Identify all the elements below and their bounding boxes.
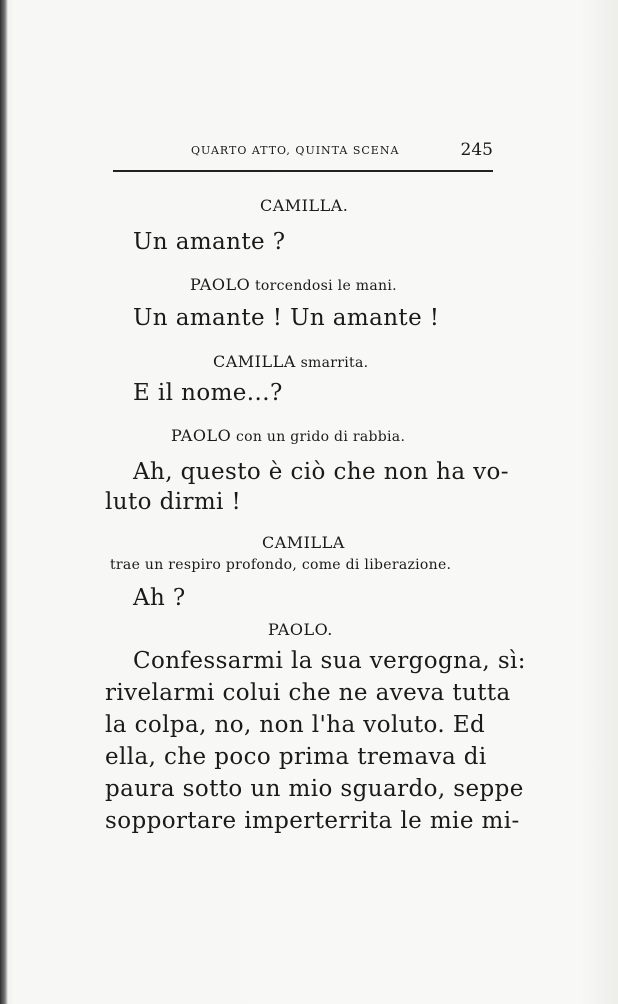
direction-text: con un grido di rabbia.	[231, 429, 406, 445]
dialogue-line: Un amante ! Un amante !	[133, 305, 440, 331]
dialogue-line: E il nome...?	[133, 380, 283, 406]
direction-text: smarrita.	[295, 355, 369, 371]
speaker-name: CAMILLA.	[260, 196, 349, 215]
header-rule	[113, 170, 493, 172]
stage-direction	[171, 426, 405, 445]
dialogue-line: luto dirmi !	[105, 489, 242, 515]
speaker-name: CAMILLA	[213, 352, 296, 371]
page-header	[113, 140, 493, 164]
dialogue-line: paura sotto un mio sguardo, seppe	[105, 776, 524, 802]
running-title: QUARTO ATTO, QUINTA SCENA	[191, 144, 400, 157]
dialogue-line: la colpa, no, non l'ha voluto. Ed	[105, 712, 486, 738]
speaker-name: CAMILLA	[262, 533, 345, 552]
speaker-name: PAOLO	[171, 426, 232, 445]
stage-direction	[190, 275, 397, 294]
page-binding-edge	[0, 0, 8, 1004]
dialogue-line: rivelarmi colui che ne aveva tutta	[105, 680, 511, 706]
dialogue-line: Ah, questo è ciò che non ha vo-	[133, 459, 509, 485]
dialogue-line: Ah ?	[133, 585, 186, 611]
stage-direction: trae un respiro profondo, come di liberazione.	[110, 557, 452, 573]
dialogue-line: sopportare imperterrita le mie mi-	[105, 808, 520, 834]
direction-text: torcendosi le mani.	[250, 278, 397, 294]
dialogue-line: ella, che poco prima tremava di	[105, 744, 487, 770]
speaker-name: PAOLO	[190, 275, 251, 294]
speaker-name: PAOLO.	[268, 620, 333, 639]
dialogue-line: Un amante ?	[133, 229, 286, 255]
page-number: 245	[460, 140, 493, 160]
dialogue-line: Confessarmi la sua vergogna, sì:	[133, 648, 526, 674]
stage-direction	[213, 352, 368, 371]
